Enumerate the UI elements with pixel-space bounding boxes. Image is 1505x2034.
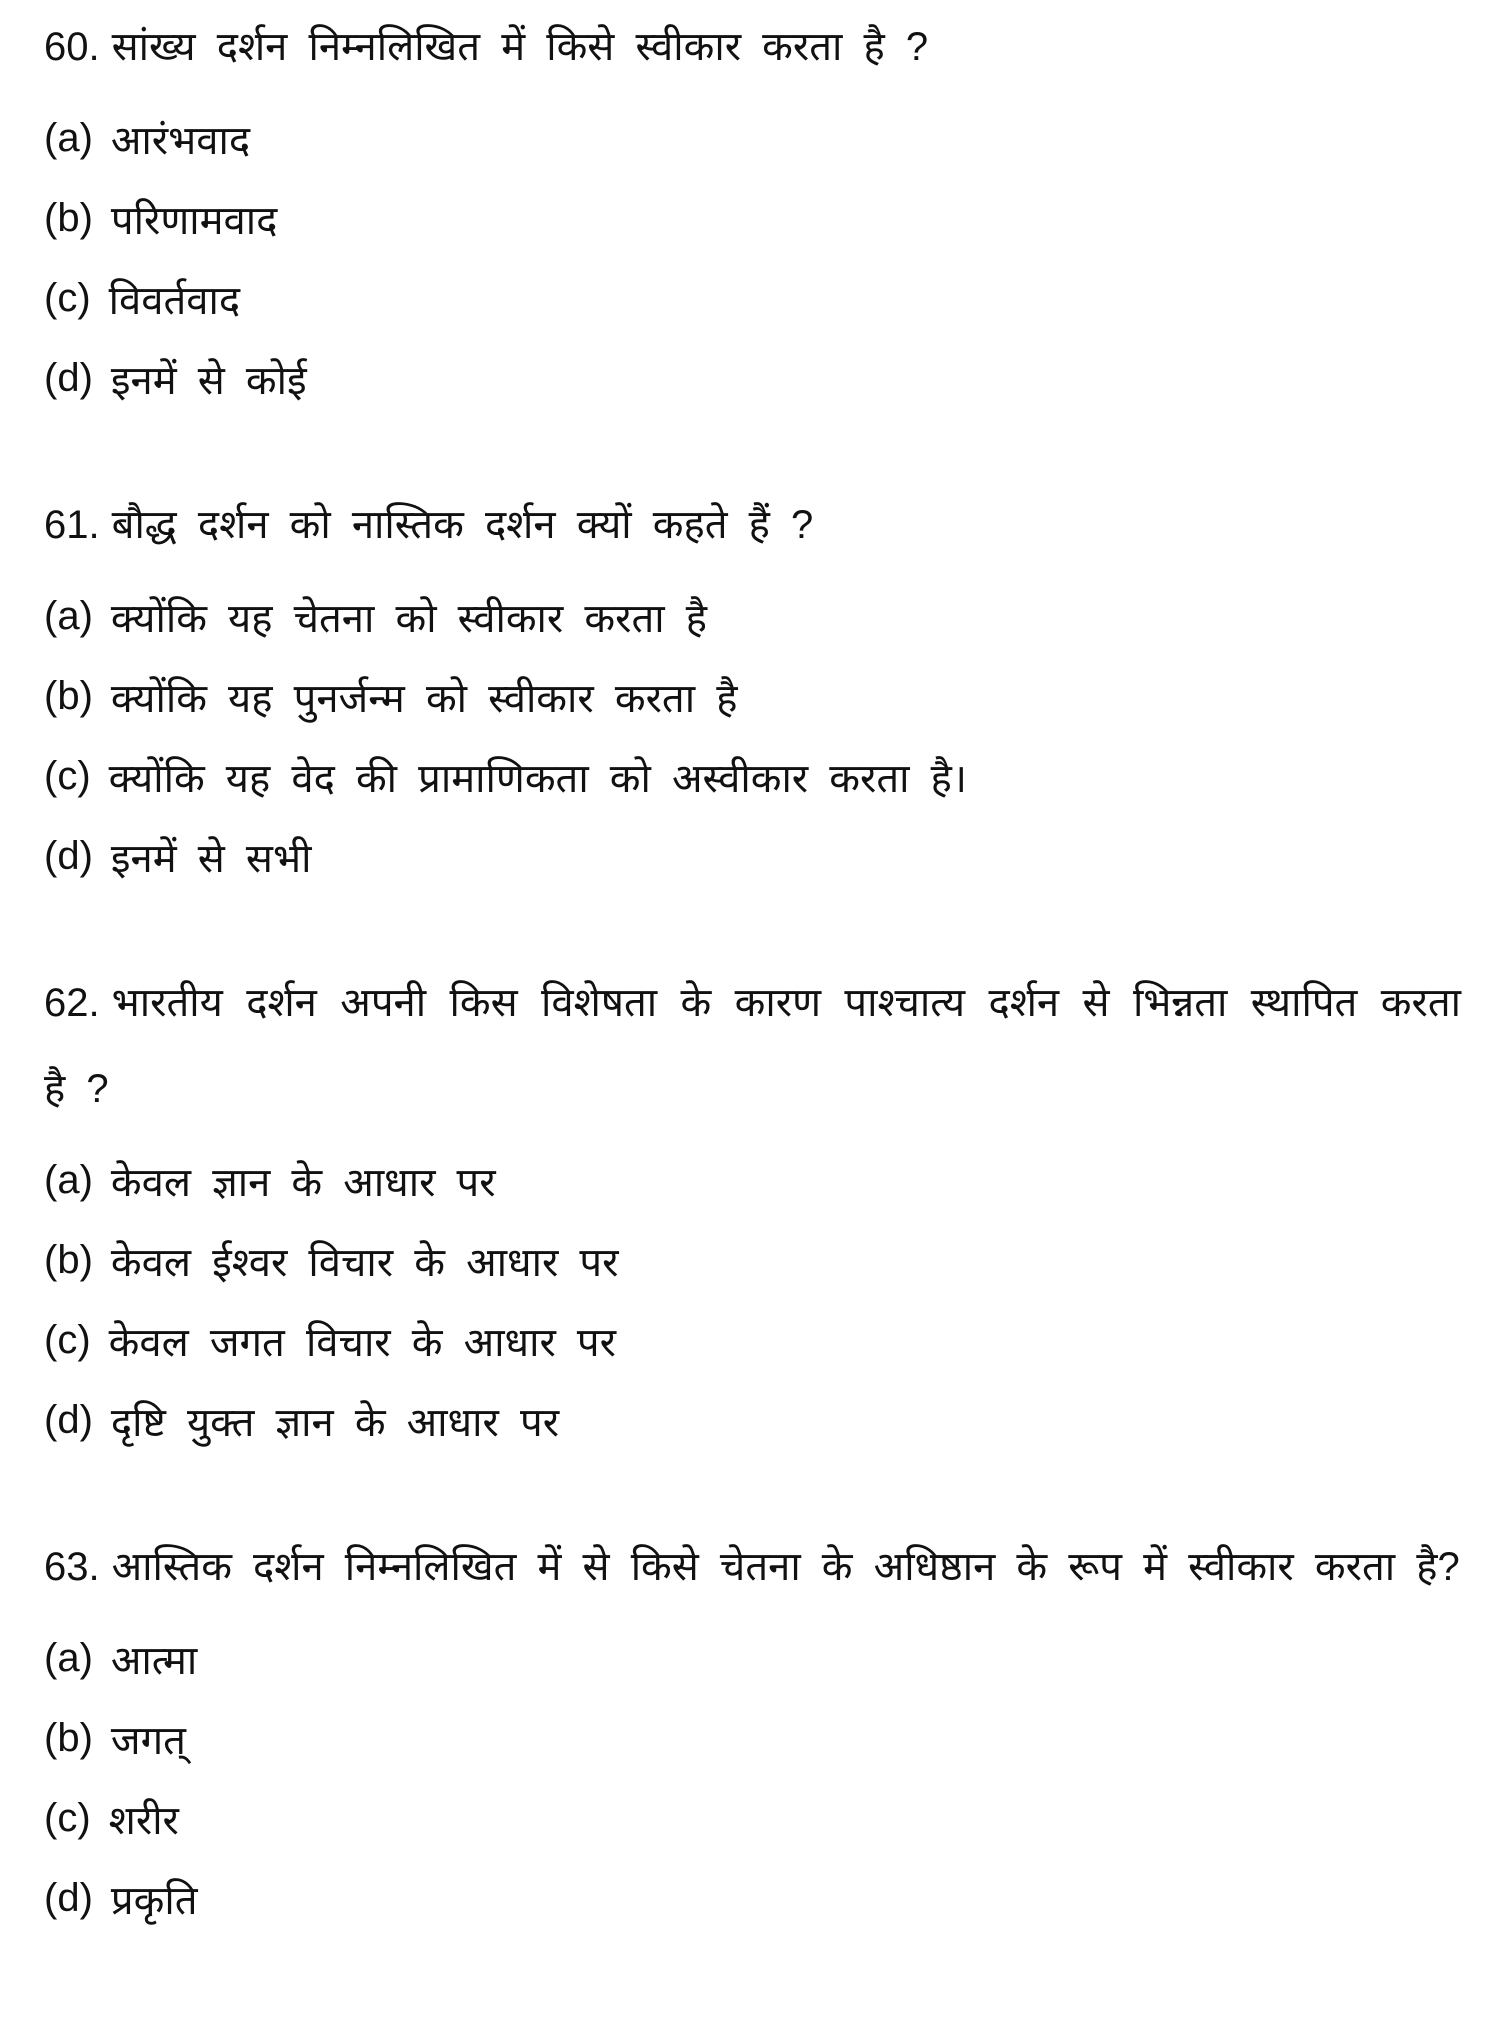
question-body: भारतीय दर्शन अपनी किस विशेषता के कारण पाश्चात्य दर्शन से भिन्नता स्थापित करता है ? [44, 981, 1461, 1111]
option-text: केवल जगत विचार के आधार पर [108, 1320, 617, 1365]
option-row [44, 736, 1461, 816]
option-label: (b) [44, 195, 93, 240]
option-label: (d) [44, 1875, 93, 1920]
option-text: केवल ज्ञान के आधार पर [110, 1160, 496, 1205]
option-row [44, 816, 1461, 896]
option-text: विवर्तवाद [108, 278, 241, 323]
question-text [44, 960, 1461, 1132]
option-text: इनमें से कोई [110, 358, 307, 403]
option-row [44, 258, 1461, 338]
question-number: 61. [44, 503, 100, 547]
question-number: 63. [44, 1545, 100, 1589]
option-label: (b) [44, 1715, 93, 1760]
option-label: (a) [44, 1157, 93, 1202]
question-block-61 [44, 482, 1461, 896]
option-label: (a) [44, 115, 93, 160]
option-label: (c) [44, 1317, 91, 1362]
option-label: (a) [44, 1635, 93, 1680]
question-block-60 [44, 4, 1461, 418]
option-text: परिणामवाद [110, 198, 278, 243]
option-label: (b) [44, 1237, 93, 1282]
options-list [44, 1618, 1461, 1938]
question-text [44, 4, 1461, 90]
option-label: (c) [44, 753, 91, 798]
question-text [44, 482, 1461, 568]
option-row [44, 1618, 1461, 1698]
option-label: (c) [44, 1795, 91, 1840]
option-text: केवल ईश्वर विचार के आधार पर [110, 1240, 619, 1285]
option-text: जगत् [110, 1718, 186, 1763]
options-list [44, 576, 1461, 896]
option-row [44, 1858, 1461, 1938]
option-row [44, 98, 1461, 178]
options-list [44, 1140, 1461, 1460]
option-row [44, 1380, 1461, 1460]
question-body: आस्तिक दर्शन निम्नलिखित में से किसे चेतना के अधिष्ठान के रूप में स्वीकार करता है? [111, 1545, 1460, 1589]
option-text: इनमें से सभी [110, 836, 312, 881]
option-label: (c) [44, 275, 91, 320]
question-body: सांख्य दर्शन निम्नलिखित में किसे स्वीकार करता है ? [111, 25, 929, 69]
option-row [44, 1220, 1461, 1300]
option-label: (b) [44, 673, 93, 718]
question-block-62 [44, 960, 1461, 1460]
option-label: (d) [44, 355, 93, 400]
option-text: आत्मा [110, 1638, 198, 1683]
option-text: प्रकृति [110, 1878, 198, 1923]
option-text: क्योंकि यह पुनर्जन्म को स्वीकार करता है [110, 676, 738, 721]
option-row [44, 178, 1461, 258]
question-body: बौद्ध दर्शन को नास्तिक दर्शन क्यों कहते हैं ? [111, 503, 814, 547]
option-row [44, 1778, 1461, 1858]
option-text: क्योंकि यह वेद की प्रामाणिकता को अस्वीकार करता है। [108, 756, 968, 801]
question-text [44, 1524, 1461, 1610]
option-text: दृष्टि युक्त ज्ञान के आधार पर [110, 1400, 560, 1445]
option-row [44, 1140, 1461, 1220]
option-text: आरंभवाद [110, 118, 251, 163]
option-text: शरीर [108, 1798, 179, 1843]
question-number: 62. [44, 981, 100, 1025]
option-row [44, 338, 1461, 418]
question-block-63 [44, 1524, 1461, 1938]
options-list [44, 98, 1461, 418]
option-label: (a) [44, 593, 93, 638]
option-row [44, 1698, 1461, 1778]
option-label: (d) [44, 833, 93, 878]
question-number: 60. [44, 25, 100, 69]
option-text: क्योंकि यह चेतना को स्वीकार करता है [110, 596, 707, 641]
option-row [44, 576, 1461, 656]
option-row [44, 1300, 1461, 1380]
option-row [44, 656, 1461, 736]
option-label: (d) [44, 1397, 93, 1442]
